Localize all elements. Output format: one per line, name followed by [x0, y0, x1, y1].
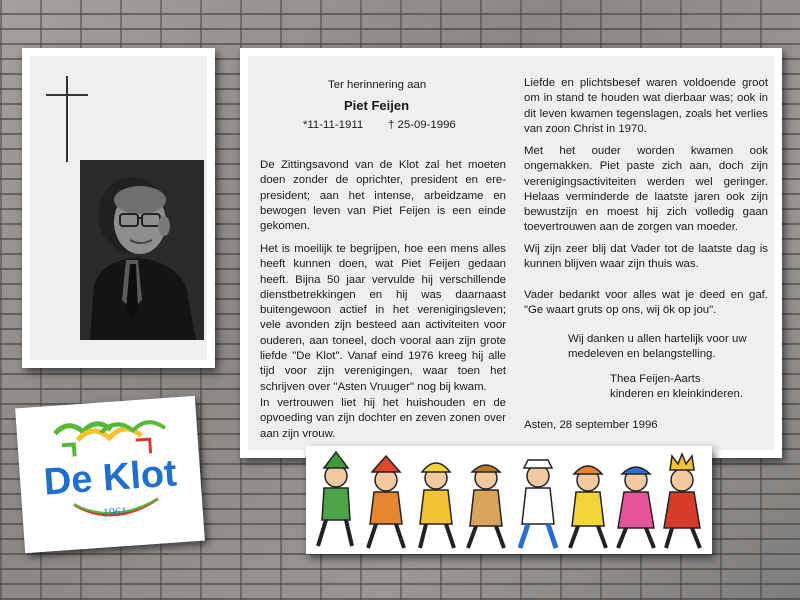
thanks-text: Wij danken u allen hartelijk voor uw medeleven en belangstelling. — [568, 333, 747, 361]
logo-year: 1961 — [102, 503, 128, 520]
memorial-card-inner — [248, 56, 774, 450]
logo-card — [15, 396, 205, 553]
portrait-card-inner — [30, 56, 207, 360]
paragraph-1: De Zittingsavond van de Klot zal het moeten doen zonder de oprichter, president en ere-president; aan het intense, arbeidzame en bewogen leven van Piet Feijen is een einde gekomen. — [260, 159, 506, 233]
death-date: † 25-09-1996 — [388, 119, 456, 131]
portrait-card — [22, 48, 215, 368]
carnival-parade-illustration — [306, 446, 712, 554]
paragraph-6: Wij zijn zeer blij dat Vader tot de laatste dag is kunnen blijven waar zijn thuis was. — [524, 243, 768, 271]
de-klot-logo — [15, 396, 205, 553]
deceased-name: Piet Feijen — [344, 98, 410, 113]
cartoon-parade-card — [306, 446, 712, 554]
logo-text: De Klot — [42, 452, 179, 504]
paragraph-4: Liefde en plichtsbesef waren voldoende groot om in stand te houden wat dierbaar was; ook in dit leven kwamen tegenslagen, zoals het verlies van zoon Christ in 1970. — [524, 77, 768, 135]
paragraph-7: Vader bedankt voor alles wat je deed en gaf. "Ge waart gruts op ons, wij ök op jou". — [524, 289, 768, 317]
paragraph-5: Met het ouder worden kwamen ook ongemakken. Piet paste zich aan, doch zijn verenigingsactiviteiten werden wel geringer. Helaas verminderde de laatste jaren ook zijn bewustzijn en moest hij zich volledig gaan toevertrouwen aan de zorgen van moeder. — [524, 145, 768, 234]
birth-date: *11-11-1911 — [303, 119, 364, 131]
signature-family: kinderen en kleinkinderen. — [610, 388, 743, 400]
place-date: Asten, 28 september 1996 — [524, 419, 658, 431]
portrait-photo — [80, 160, 204, 340]
paragraph-2: Het is moeilijk te begrijpen, hoe een mens alles heeft kunnen doen, wat Piet Feijen gedaan heeft. Bijna 50 jaar vervulde hij verschillende dienstbetrekkingen en hij was daarnaast buitengewoon actief in het verenigingsleven; vele avonden zijn besteed aan activiteiten voor ouderen, aan toneel, doch vooral aan zijn grote liefde "De Klot". Vanaf eind 1976 kreeg hij alle tijd voor zijn verenigingen, waar toen het schrijven over "Asten Vruuger" nog bij kwam. — [260, 243, 506, 393]
portrait-illustration — [80, 160, 204, 340]
paragraph-3: In vertrouwen liet hij het huishouden en de opvoeding van zijn dochter en zeven zonen over aan zijn vrouw. — [260, 397, 506, 440]
memorial-heading: Ter herinnering aan — [328, 79, 427, 91]
signature-name: Thea Feijen-Aarts — [610, 373, 701, 385]
memorial-card — [240, 48, 782, 458]
